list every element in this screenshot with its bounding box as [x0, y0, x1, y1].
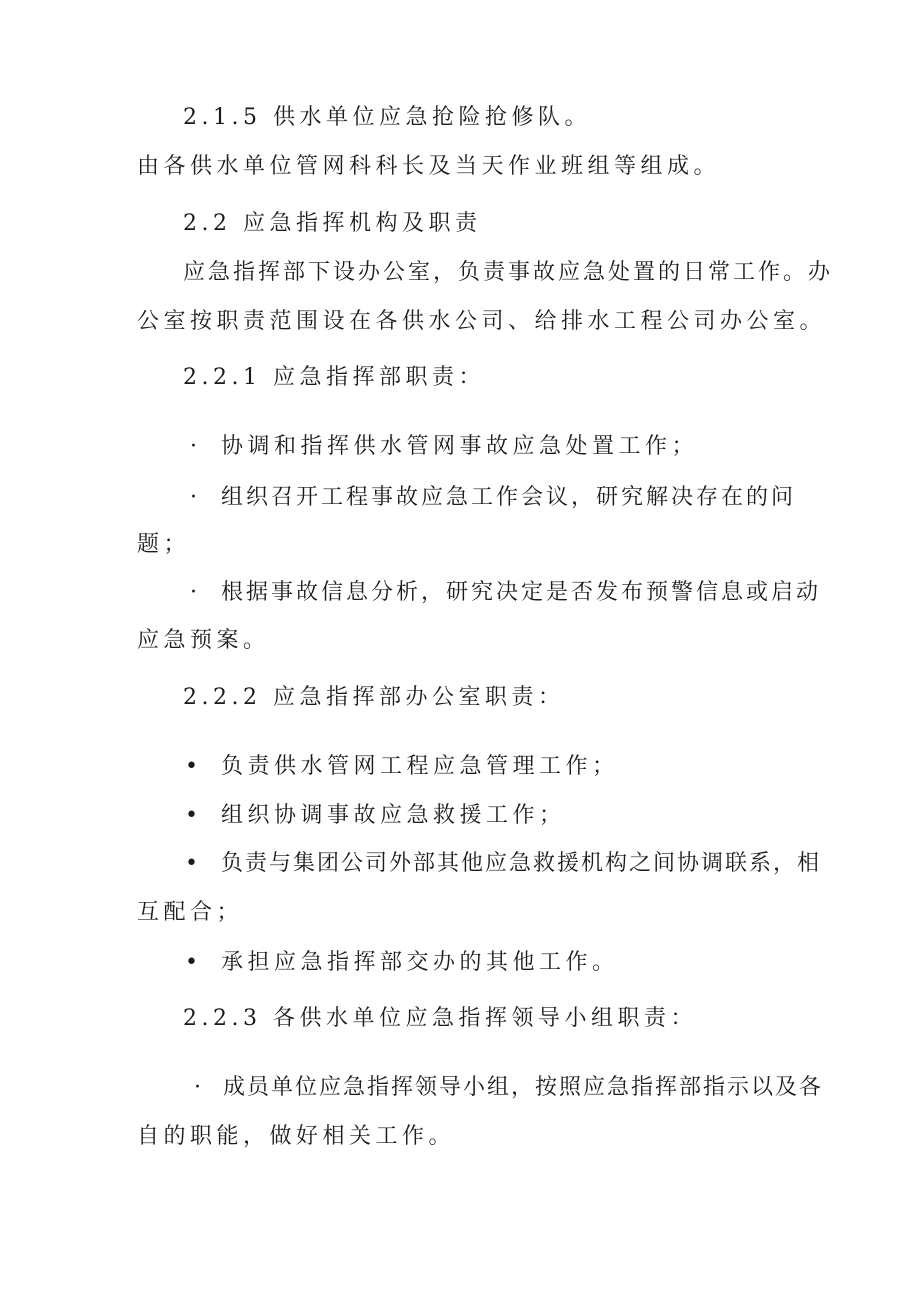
- bullet-marker: ·: [190, 434, 197, 459]
- heading-2-2-1: 2.2.1 应急指挥部职责：: [183, 365, 485, 390]
- paragraph-2-2-line-2: 公室按职责范围设在各供水公司、给排水工程公司办公室。: [137, 309, 827, 334]
- list-item-2-2-1-2-line-2: 题；: [137, 532, 191, 557]
- bullet-marker: ·: [194, 1075, 201, 1100]
- heading-2-1-5: 2.1.5 供水单位应急抢险抢修队。: [183, 105, 591, 130]
- heading-2-2: 2.2 应急指挥机构及职责: [183, 211, 482, 236]
- bullet-marker: •: [185, 950, 198, 975]
- paragraph-2-2-line-1: 应急指挥部下设办公室，负责事故应急处置的日常工作。办: [183, 260, 834, 285]
- bullet-marker: ·: [190, 580, 197, 605]
- list-item-2-2-3-1-line-1: 成员单位应急指挥领导小组，按照应急指挥部指示以及各: [223, 1075, 824, 1100]
- paragraph-2-1-5: 由各供水单位管网科科长及当天作业班组等组成。: [137, 154, 721, 179]
- list-item-2-2-1-1: 协调和指挥供水管网事故应急处置工作；: [221, 434, 699, 459]
- list-item-2-2-2-2: 组织协调事故应急救援工作；: [221, 803, 566, 828]
- heading-2-2-2: 2.2.2 应急指挥部办公室职责：: [183, 685, 565, 710]
- bullet-marker: •: [185, 851, 198, 876]
- list-item-2-2-1-3-line-1: 根据事故信息分析，研究决定是否发布预警信息或启动: [221, 580, 822, 605]
- bullet-marker: •: [185, 754, 198, 779]
- list-item-2-2-2-1: 负责供水管网工程应急管理工作；: [221, 754, 619, 779]
- bullet-marker: •: [185, 803, 198, 828]
- list-item-2-2-1-3-line-2: 应急预案。: [137, 628, 270, 653]
- heading-2-2-3: 2.2.3 各供水单位应急指挥领导小组职责：: [183, 1006, 697, 1031]
- list-item-2-2-2-3-line-1: 负责与集团公司外部其他应急救援机构之间协调联系，相: [221, 851, 822, 876]
- list-item-2-2-2-3-line-2: 互配合；: [137, 900, 244, 925]
- list-item-2-2-1-2-line-1: 组织召开工程事故应急工作会议，研究解决存在的问: [221, 485, 797, 510]
- bullet-marker: ·: [190, 485, 197, 510]
- list-item-2-2-2-4: 承担应急指挥部交办的其他工作。: [221, 950, 619, 975]
- list-item-2-2-3-1-line-2: 自的职能，做好相关工作。: [137, 1124, 456, 1149]
